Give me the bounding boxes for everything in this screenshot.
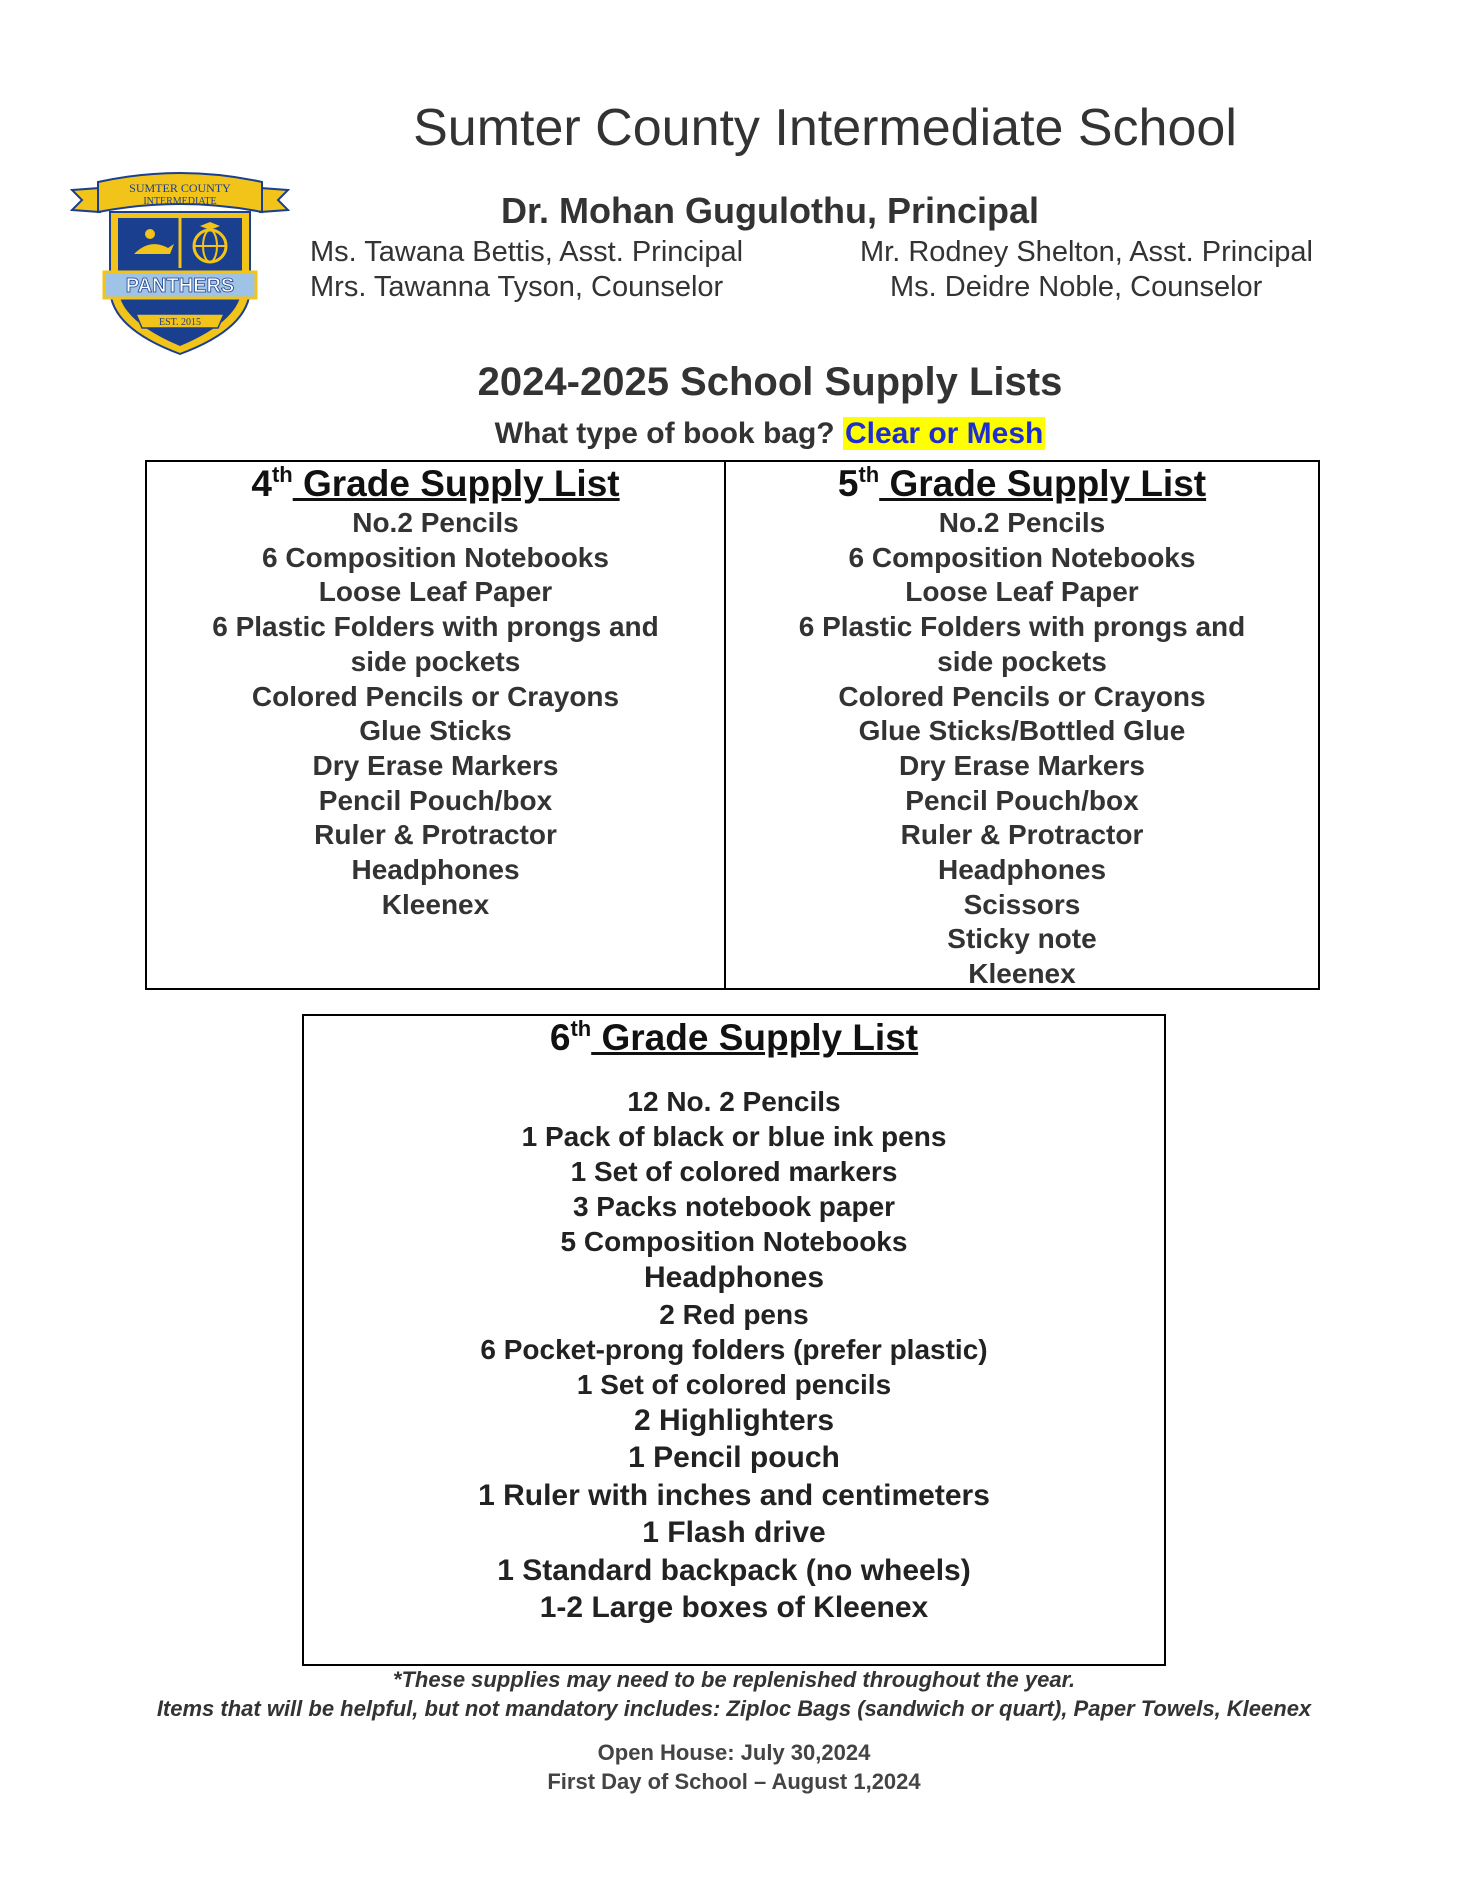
list-item: 6 Plastic Folders with prongs and side pockets <box>798 611 1246 677</box>
list-item: 6 Composition Notebooks <box>848 541 1196 573</box>
list-item: Pencil Pouch/box <box>318 784 553 816</box>
list-item: Kleenex <box>968 958 1076 990</box>
book-bag-line <box>0 417 1468 451</box>
list-item: 2 Red pens <box>659 1298 809 1330</box>
list-item: No.2 Pencils <box>352 507 519 538</box>
list-item: 3 Packs notebook paper <box>572 1191 896 1222</box>
asst-principal-left: Ms. Tawana Bettis, Asst. Principal <box>310 236 744 268</box>
staff-left <box>310 235 743 305</box>
asst-principal-right: Mr. Rodney Shelton, Asst. Principal <box>860 236 1313 268</box>
list-item: Scissors <box>963 888 1081 920</box>
grade-4-suffix: th <box>271 462 293 487</box>
list-item: 6 Composition Notebooks <box>262 541 609 573</box>
book-bag-question: What type of book bag? <box>494 417 835 450</box>
grade-5-title: Grade Supply List <box>879 463 1207 504</box>
list-item: No.2 Pencils <box>938 507 1106 538</box>
list-item: 12 No. 2 Pencils <box>627 1086 841 1117</box>
list-item: Sticky note <box>947 923 1097 955</box>
list-item: 1 Set of colored pencils <box>576 1368 892 1400</box>
logo-banner-text: PANTHERS <box>125 275 235 297</box>
grade-5-heading <box>726 462 1318 506</box>
replenish-note: *These supplies may need to be replenished throughout the year. <box>392 1667 1076 1692</box>
helpful-items-note: Items that will be helpful, but not mandatory includes: Ziploc Bags (sandwich or quart), Paper Towels, Kleenex <box>156 1696 1312 1721</box>
list-item: Loose Leaf Paper <box>905 576 1139 608</box>
list-item: Dry Erase Markers <box>312 749 559 781</box>
grade-6-suffix: th <box>570 1016 592 1041</box>
book-bag-answer: Clear or Mesh <box>844 417 1044 450</box>
grade-4-number: 4 <box>251 463 272 504</box>
list-item: Headphones <box>351 854 520 886</box>
grade-5-number: 5 <box>837 463 859 504</box>
school-name: Sumter County Intermediate School <box>413 99 1237 157</box>
grade-5-suffix: th <box>858 462 880 487</box>
list-item: Pencil Pouch/box <box>905 784 1139 816</box>
grade-4-column <box>147 462 724 922</box>
list-item: Colored Pencils or Crayons <box>838 680 1206 712</box>
grade-6-column <box>304 1016 1164 1627</box>
list-item: 1 Ruler with inches and centimeters <box>478 1478 990 1512</box>
list-item: 6 Pocket-prong folders (prefer plastic) <box>480 1333 988 1365</box>
list-item: 2 Highlighters <box>633 1403 835 1437</box>
logo-est-text: EST. 2015 <box>158 317 202 328</box>
list-item: 1 Pack of black or blue ink pens <box>521 1121 947 1152</box>
grade-4-title: Grade Supply List <box>292 463 620 504</box>
list-item: Ruler & Protractor <box>900 819 1144 851</box>
supply-lists-title: 2024-2025 School Supply Lists <box>477 360 1063 404</box>
list-item: 1-2 Large boxes of Kleenex <box>539 1591 929 1624</box>
grade-5-column <box>726 462 1318 992</box>
list-item: Glue Sticks/Bottled Glue <box>858 715 1186 747</box>
list-item: Headphones <box>937 854 1107 886</box>
grade-4-heading <box>147 462 724 506</box>
list-item: 5 Composition Notebooks <box>560 1226 908 1257</box>
list-item: Loose Leaf Paper <box>318 576 553 608</box>
list-item: 1 Flash drive <box>642 1516 826 1549</box>
list-item: 1 Set of colored markers <box>570 1156 898 1187</box>
list-item: Kleenex <box>381 888 490 920</box>
list-item: Ruler & Protractor <box>314 819 557 851</box>
open-house-date: Open House: July 30,2024 <box>597 1740 871 1765</box>
staff-right <box>860 235 1313 305</box>
logo-top-text-1: SUMTER COUNTY <box>129 181 231 195</box>
principal-name: Dr. Mohan Gugulothu, Principal <box>501 190 1039 231</box>
counselor-left: Mrs. Tawanna Tyson, Counselor <box>310 271 724 303</box>
grade-6-heading <box>304 1016 1164 1060</box>
list-item: Headphones <box>643 1261 825 1294</box>
list-item: Glue Sticks <box>359 715 512 747</box>
counselor-right: Ms. Deidre Noble, Counselor <box>890 271 1263 303</box>
list-item: Dry Erase Markers <box>899 749 1145 781</box>
grade-6-title: Grade Supply List <box>591 1017 919 1058</box>
list-item: 6 Plastic Folders with prongs and side pockets <box>212 611 659 677</box>
list-item: 1 Pencil pouch <box>628 1441 840 1474</box>
school-crest-logo <box>70 168 290 358</box>
list-item: 1 Standard backpack (no wheels) <box>497 1553 971 1587</box>
list-item: Colored Pencils or Crayons <box>251 680 620 712</box>
logo-top-text-2: INTERMEDIATE <box>143 196 217 207</box>
first-day-date: First Day of School – August 1,2024 <box>547 1769 921 1794</box>
grade-6-number: 6 <box>549 1017 571 1058</box>
